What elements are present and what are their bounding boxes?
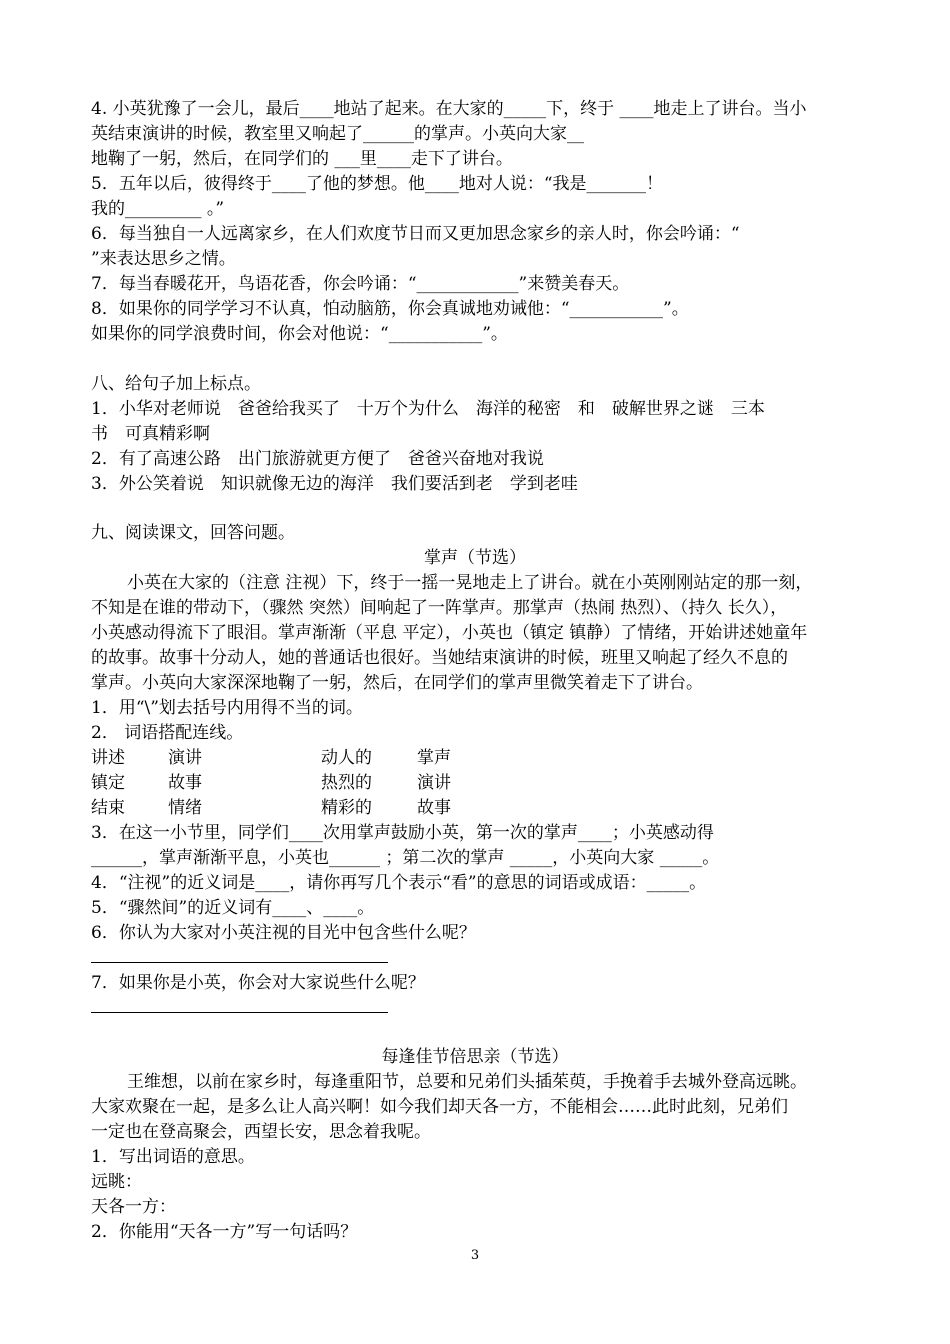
punctuation-item-1-line-1: 1．小华对老师说 爸爸给我买了 十万个为什么 海洋的秘密 和 破解世界之谜 三本 [91, 399, 765, 419]
passage-1-line: 的故事。故事十分动人，她的普通话也很好。当她结束演讲的时候，班里又响起了经久不息的 [91, 648, 788, 668]
match-word: 动人的 [321, 748, 372, 768]
answer-line [91, 1012, 388, 1013]
question-3-line-2: ______，掌声渐渐平息，小英也______ ；第二次的掌声 _____，小英向大家 _____。 [91, 848, 720, 868]
exercise-4-line-1: 4. 小英犹豫了一会儿，最后____地站了起来。在大家的_____下，终于 ____地走上了讲台。当小 [91, 99, 807, 119]
match-word: 精彩的 [321, 798, 372, 818]
punctuation-item-1-line-2: 书 可真精彩啊 [91, 424, 210, 444]
page-number: 3 [470, 1248, 480, 1263]
question-4: 4．“注视”的近义词是____，请你再写几个表示“看”的意思的词语或成语：_____。 [91, 873, 707, 893]
match-word: 热烈的 [321, 773, 372, 793]
passage-2-question-1: 1．写出词语的意思。 [91, 1147, 255, 1167]
passage-1-title: 掌声（节选） [424, 548, 526, 568]
section-8-heading: 八、给句子加上标点。 [91, 374, 261, 394]
passage-1-line: 掌声。小英向大家深深地鞠了一躬，然后，在同学们的掌声里微笑着走下了讲台。 [91, 673, 703, 693]
exercise-7: 7．每当春暖花开，鸟语花香，你会吟诵：“____________”来赞美春天。 [91, 274, 630, 294]
question-5: 5．“骤然间”的近义词有____、____。 [91, 898, 375, 918]
passage-1-line: 小英在大家的（注意 注视）下，终于一摇一晃地走上了讲台。就在小英刚刚站定的那一刻， [127, 573, 813, 593]
passage-2-line: 一定也在登高聚会，西望长安，思念着我呢。 [91, 1122, 431, 1142]
exercise-6-line-1: 6．每当独自一人远离家乡，在人们欢度节日而又更加思念家乡的亲人时，你会吟诵：“ [91, 224, 740, 244]
punctuation-item-2: 2．有了高速公路 出门旅游就更方便了 爸爸兴奋地对我说 [91, 449, 544, 469]
match-word: 演讲 [168, 748, 202, 768]
passage-2-line: 大家欢聚在一起，是多么让人高兴啊！如今我们却天各一方，不能相会……此时此刻，兄弟们 [91, 1097, 788, 1117]
match-word: 故事 [168, 773, 202, 793]
passage-2-title: 每逢佳节倍思亲（节选） [381, 1047, 569, 1067]
term-far-apart: 天各一方： [91, 1197, 176, 1217]
exercise-4-line-3: 地鞠了一躬，然后，在同学们的 ___里____走下了讲台。 [91, 149, 513, 169]
question-1: 1．用“\”划去括号内用得不当的词。 [91, 698, 363, 718]
question-7: 7．如果你是小英，你会对大家说些什么呢？ [91, 973, 425, 993]
match-word: 演讲 [417, 773, 451, 793]
exercise-5-line-1: 5．五年以后，彼得终于____了他的梦想。他____地对人说：“我是_______！ [91, 174, 664, 194]
passage-2-line: 王维想，以前在家乡时，每逢重阳节，总要和兄弟们头插茱萸，手挽着手去城外登高远眺。 [127, 1072, 807, 1092]
punctuation-item-3: 3．外公笑着说 知识就像无边的海洋 我们要活到老 学到老哇 [91, 474, 578, 494]
question-6: 6．你认为大家对小英注视的目光中包含些什么呢？ [91, 923, 476, 943]
match-word: 掌声 [417, 748, 451, 768]
match-word: 故事 [417, 798, 451, 818]
question-2: 2． 词语搭配连线。 [91, 723, 244, 743]
exercise-8-line-1: 8．如果你的同学学习不认真，怕动脑筋，你会真诚地劝诫他：“___________”。 [91, 299, 689, 319]
match-word: 情绪 [168, 798, 202, 818]
section-9-heading: 九、阅读课文，回答问题。 [91, 523, 295, 543]
term-far-gaze: 远眺： [91, 1172, 142, 1192]
match-word: 镇定 [91, 773, 125, 793]
passage-1-line: 小英感动得流下了眼泪。掌声渐渐（平息 平定），小英也（镇定 镇静）了情绪，开始讲述她童年 [91, 623, 808, 643]
match-word: 讲述 [91, 748, 125, 768]
match-word: 结束 [91, 798, 125, 818]
passage-1-line: 不知是在谁的带动下，（骤然 突然）间响起了一阵掌声。那掌声（热闹 热烈）、（持久 长久）， [91, 598, 788, 618]
exercise-8-line-2: 如果你的同学浪费时间，你会对他说：“___________”。 [91, 324, 508, 344]
answer-line [91, 962, 388, 963]
exercise-4-line-2: 英结束演讲的时候，教室里又响起了______的掌声。小英向大家__ [91, 124, 584, 144]
exercise-5-line-2: 我的_________ 。” [91, 199, 225, 219]
exercise-6-line-2: ”来表达思乡之情。 [91, 249, 236, 269]
question-3-line-1: 3．在这一小节里，同学们____次用掌声鼓励小英，第一次的掌声____；小英感动得 [91, 823, 714, 843]
passage-2-question-2: 2．你能用“天各一方”写一句话吗？ [91, 1222, 358, 1242]
